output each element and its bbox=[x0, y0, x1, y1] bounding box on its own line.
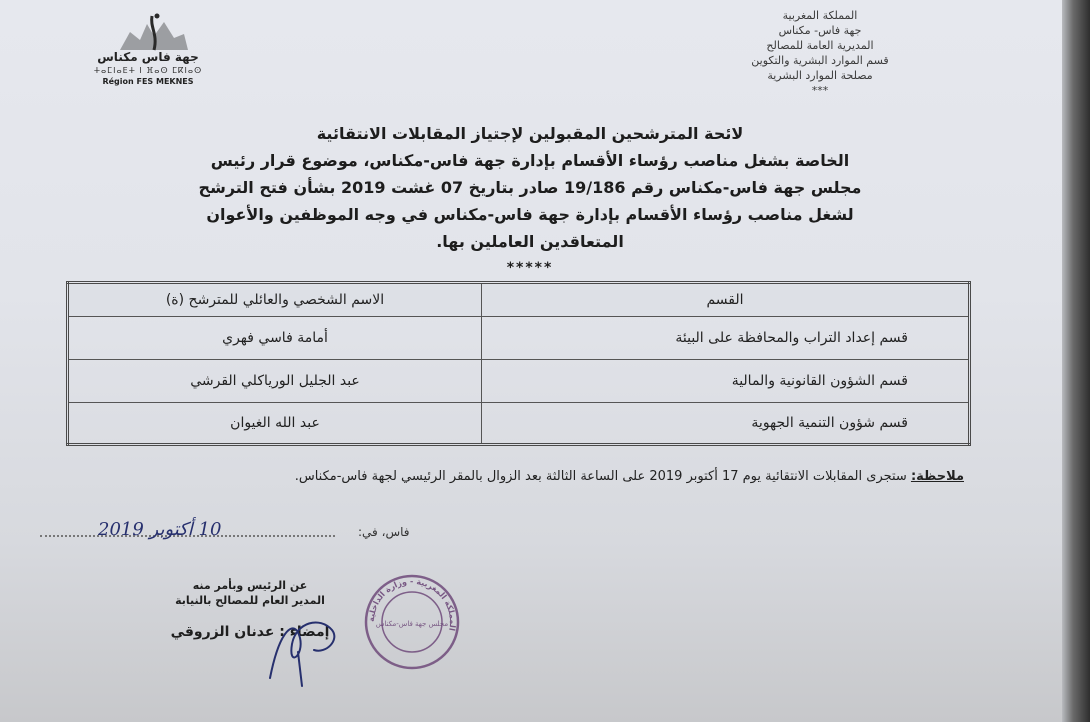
page-edge-shadow bbox=[1062, 0, 1090, 722]
header-line: المملكة المغربية bbox=[782, 9, 858, 22]
signatory-name: إمضاء : عدنان الزروقي bbox=[170, 624, 330, 640]
table-row bbox=[68, 360, 970, 403]
note-label: ملاحظة: bbox=[910, 469, 964, 484]
logo-french-text: Région FES MEKNES bbox=[102, 77, 194, 86]
table-header-row bbox=[68, 283, 970, 317]
title-line: مجلس جهة فاس-مكناس رقم 19/186 صادر بتاريخ 07 غشت 2019 بشأن فتح الترشح bbox=[198, 178, 862, 197]
section-cell: قسم إعداد التراب والمحافظة على البيئة bbox=[482, 317, 970, 360]
logo-tifinagh-text: ⵜⴰⵎⵏⴰⴹⵜ ⵏ ⴼⴰⵙ ⵎⴽⵏⴰⵙ bbox=[93, 66, 203, 75]
title-line: المتعاقدين العاملين بها. bbox=[436, 232, 624, 251]
logo-arabic-text: جهة فاس مكناس bbox=[97, 50, 199, 64]
signatory-line: المدير العام للمصالح بالنيابة bbox=[175, 594, 325, 607]
header-separator: *** bbox=[811, 84, 829, 97]
signatory-line: عن الرئيس وبأمر منه bbox=[192, 579, 308, 592]
header-line: مصلحة الموارد البشرية bbox=[767, 69, 873, 82]
section-cell: قسم شؤون التنمية الجهوية bbox=[482, 403, 970, 445]
table-row bbox=[68, 317, 970, 360]
candidate-cell: أمامة فاسي فهري bbox=[68, 317, 482, 360]
official-stamp bbox=[362, 572, 462, 672]
note-paragraph bbox=[42, 465, 964, 489]
header-line: قسم الموارد البشرية والتكوين bbox=[751, 54, 889, 67]
stamp-inner-text: مجلس جهة فاس-مكناس bbox=[375, 620, 449, 628]
candidate-cell: عبد الجليل الورياكلي القرشي bbox=[68, 360, 482, 403]
signatory-title bbox=[150, 578, 350, 608]
section-cell: قسم الشؤون القانونية والمالية bbox=[482, 360, 970, 403]
title-line: لائحة المترشحين المقبولين لإجتياز المقابلات الانتقائية bbox=[316, 124, 744, 143]
title-line: الخاصة بشغل مناصب رؤساء الأقسام بإدارة جهة فاس-مكناس، موضوع قرار رئيس bbox=[210, 151, 850, 170]
header-line: جهة فاس- مكناس bbox=[778, 24, 862, 37]
date-line bbox=[40, 521, 410, 551]
column-header-section: القسم bbox=[482, 283, 970, 317]
issuing-authority-header bbox=[700, 8, 940, 98]
column-header-candidate: الاسم الشخصي والعائلي للمترشح (ة) bbox=[68, 283, 482, 317]
document-title bbox=[90, 120, 970, 282]
date-label: فاس، في: bbox=[358, 525, 410, 539]
header-line: المديرية العامة للمصالح bbox=[766, 39, 874, 52]
candidate-cell: عبد الله الغيوان bbox=[68, 403, 482, 445]
handwritten-signature bbox=[240, 608, 360, 688]
handwritten-date: 10 أكتوبر 2019 bbox=[98, 519, 222, 540]
title-separator: ***** bbox=[506, 260, 554, 276]
note-text: ستجرى المقابلات الانتقائية يوم 17 أكتوبر 2019 على الساعة الثالثة بعد الزوال بالمقر الرئيسي لجهة فاس-مكناس. bbox=[294, 469, 911, 484]
stamp-outer-text: المملكة المغربية - وزارة الداخلية bbox=[366, 576, 458, 632]
title-line: لشغل مناصب رؤساء الأقسام بإدارة جهة فاس-مكناس في وجه الموظفين والأعوان bbox=[206, 205, 854, 224]
table-row bbox=[68, 403, 970, 445]
candidates-table bbox=[66, 281, 971, 446]
